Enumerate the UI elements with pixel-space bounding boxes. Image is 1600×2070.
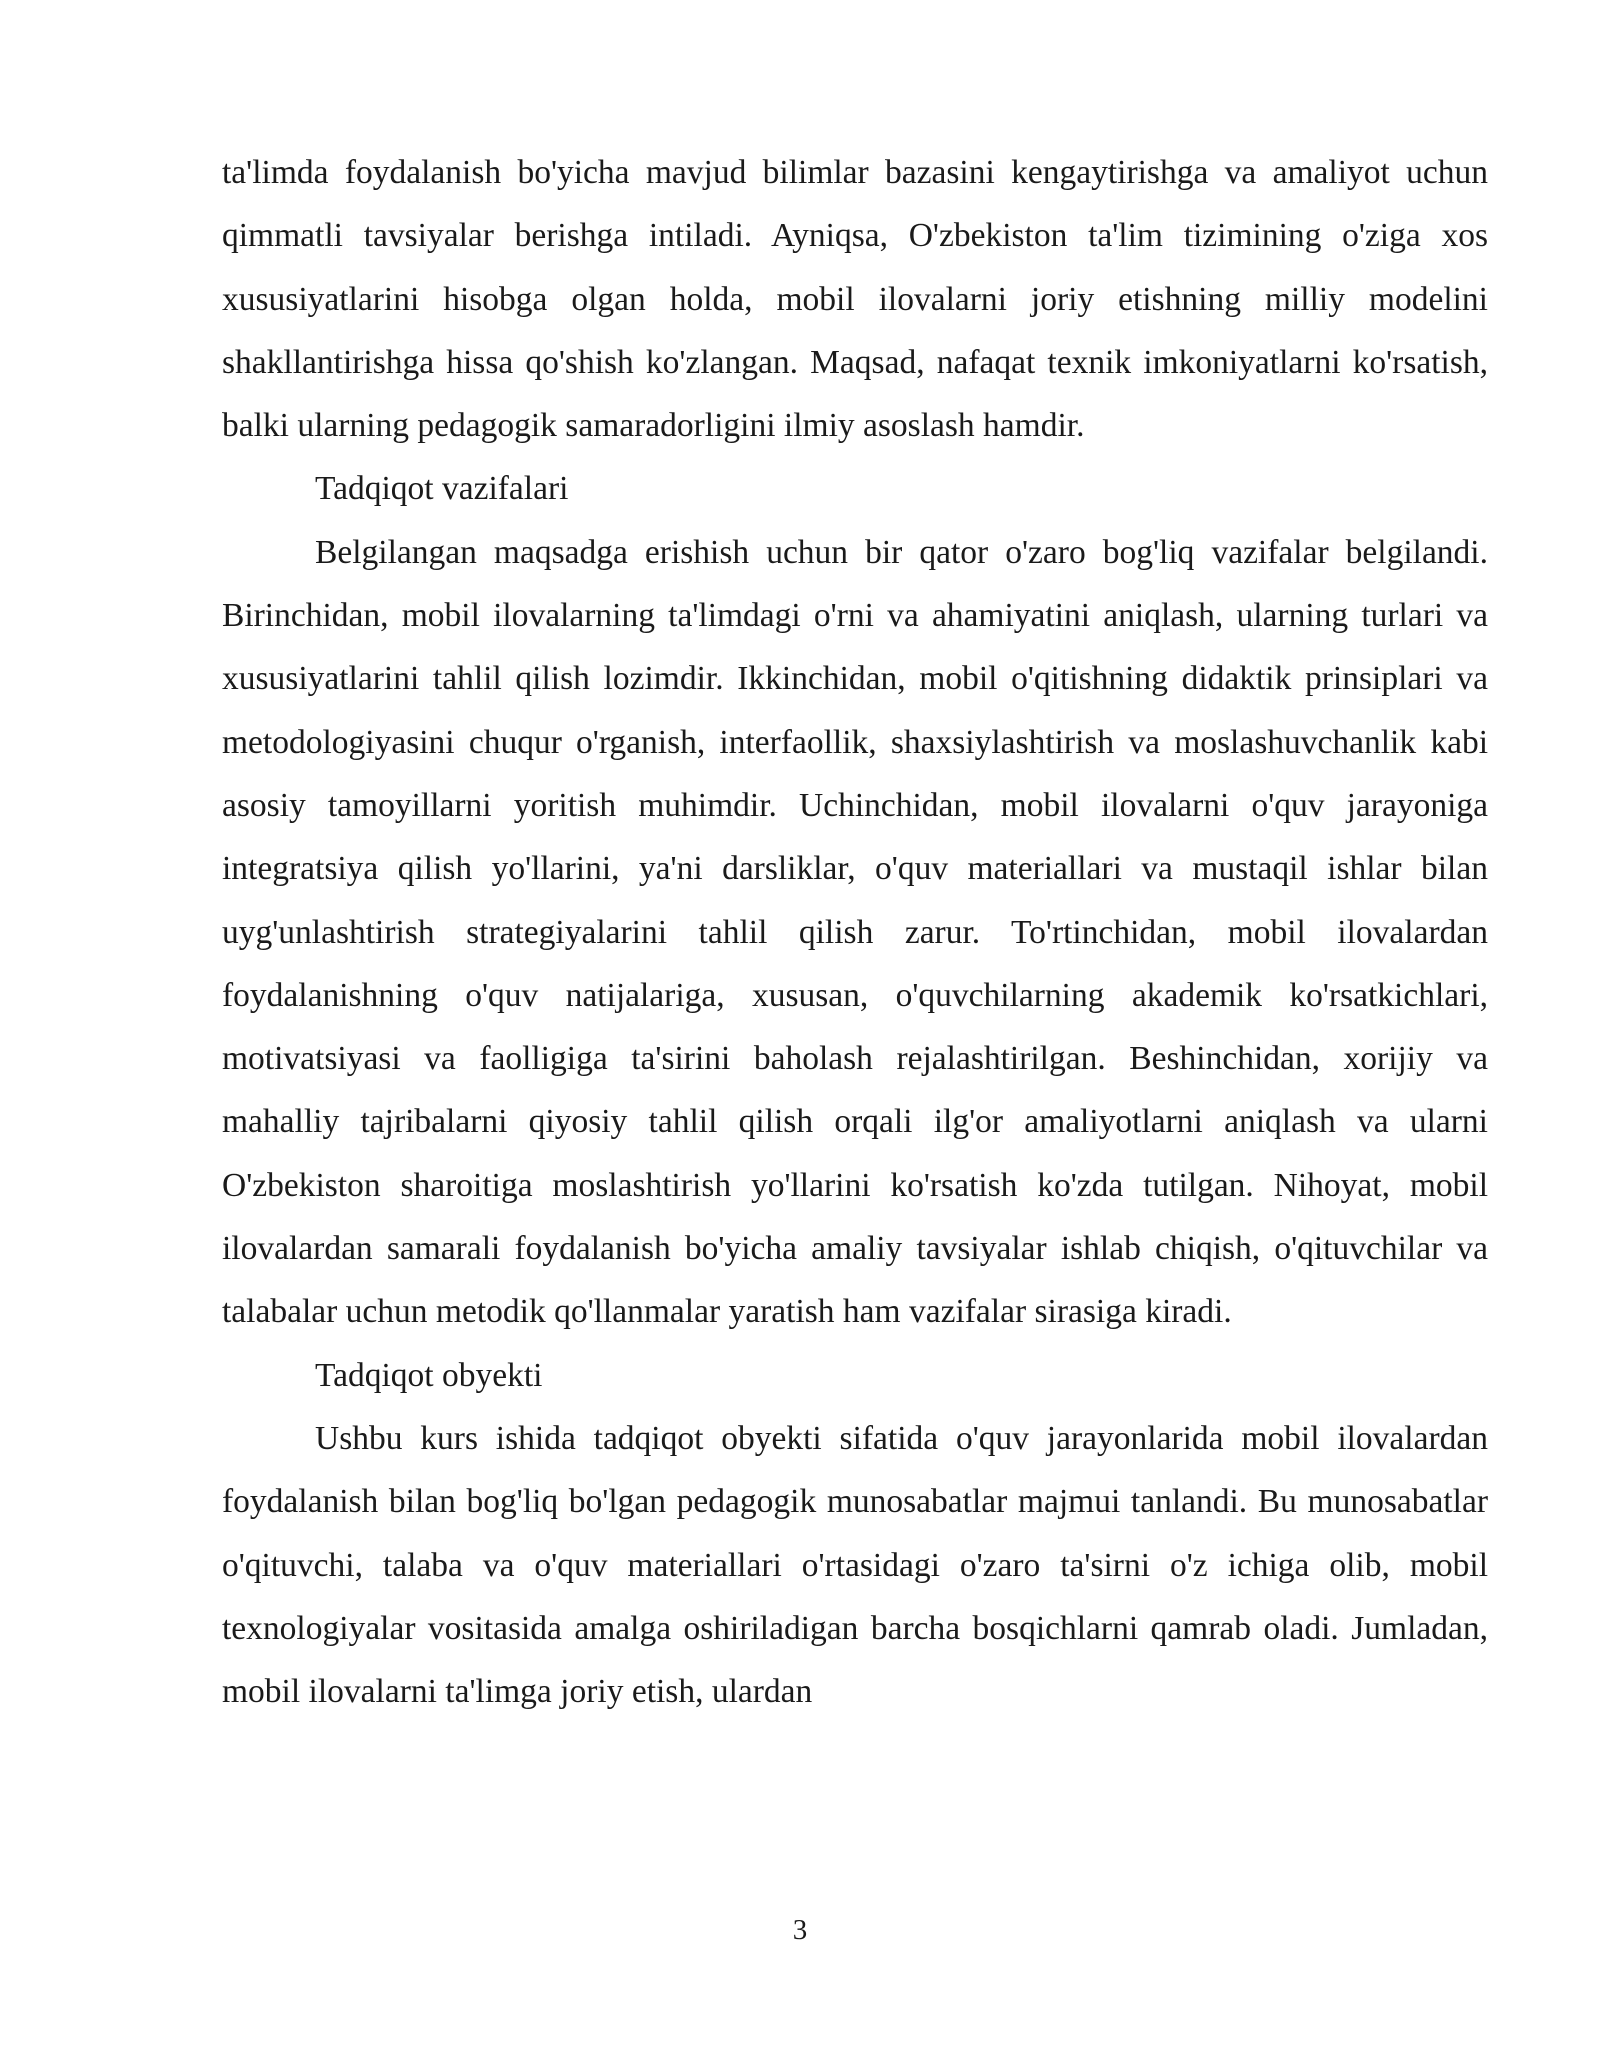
paragraph-tasks: Belgilangan maqsadga erishish uchun bir qator o'zaro bog'liq vazifalar belgilandi. Birinchidan, mobil ilovalarning ta'limdagi o'rni va ahamiyatini aniqlash, ularning turlari va xususiyatlarini tahlil qilish lozimdir. Ikkinchidan, mobil o'qitishning didaktik prinsiplari va metodologiyasini chuqur o'rganish, interfaollik, shaxsiylashtirish va moslashuvchanlik kabi asosiy tamoyillarni yoritish muhimdir. Uchinchidan, mobil ilovalarni o'quv jarayoniga integratsiya qilish yo'llarini, ya'ni darsliklar, o'quv materiallari va mustaqil ishlar bilan uyg'unlashtirish strategiyalarini tahlil qilish zarur. To'rtinchidan, mobil ilovalardan foydalanishning o'quv natijalariga, xususan, o'quvchilarning akademik ko'rsatkichlari, motivatsiyasi va faolligiga ta'sirini baholash rejalashtirilgan. Beshinchidan, xorijiy va mahalliy tajribalarni qiyosiy tahlil qilish orqali ilg'or amaliyotlarni aniqlash va ularni O'zbekiston sharoitiga moslashtirish yo'llarini ko'rsatish ko'zda tutilgan. Nihoyat, mobil ilovalardan samarali foydalanish bo'yicha amaliy tavsiyalar ishlab chiqish, o'qituvchilar va talabalar uchun metodik qo'llanmalar yaratish ham vazifalar sirasiga kiradi. xyxy=(222,533,1488,1331)
section-heading-object: Tadqiqot obyekti xyxy=(315,1356,543,1394)
paragraph-continuation: ta'limda foydalanish bo'yicha mavjud bilimlar bazasini kengaytirishga va amaliyot uchun qimmatli tavsiyalar berishga intiladi. Ayniqsa, O'zbekiston ta'lim tizimining o'ziga xos xususiyatlarini hisobga olgan holda, mobil ilovalarni joriy etishning milliy modelini shakllantirishga hissa qo'shish ko'zlangan. Maqsad, nafaqat texnik imkoniyatlarni ko'rsatish, balki ularning pedagogik samaradorligini ilmiy asoslash hamdir. xyxy=(222,154,1488,445)
page-number: 3 xyxy=(792,1914,808,1946)
paragraph-object: Ushbu kurs ishida tadqiqot obyekti sifatida o'quv jarayonlarida mobil ilovalardan foydalanish bilan bog'liq bo'lgan pedagogik munosabatlar majmui tanlandi. Bu munosabatlar o'qituvchi, talaba va o'quv materiallari o'rtasidagi o'zaro ta'sirni o'z ichiga olib, mobil texnologiyalar vositasida amalga oshiriladigan barcha bosqichlarni qamrab oladi. Jumladan, mobil ilovalarni ta'limga joriy etish, ulardan xyxy=(222,1419,1488,1711)
section-heading-tasks: Tadqiqot vazifalari xyxy=(315,470,569,508)
document-body xyxy=(222,141,1488,1723)
